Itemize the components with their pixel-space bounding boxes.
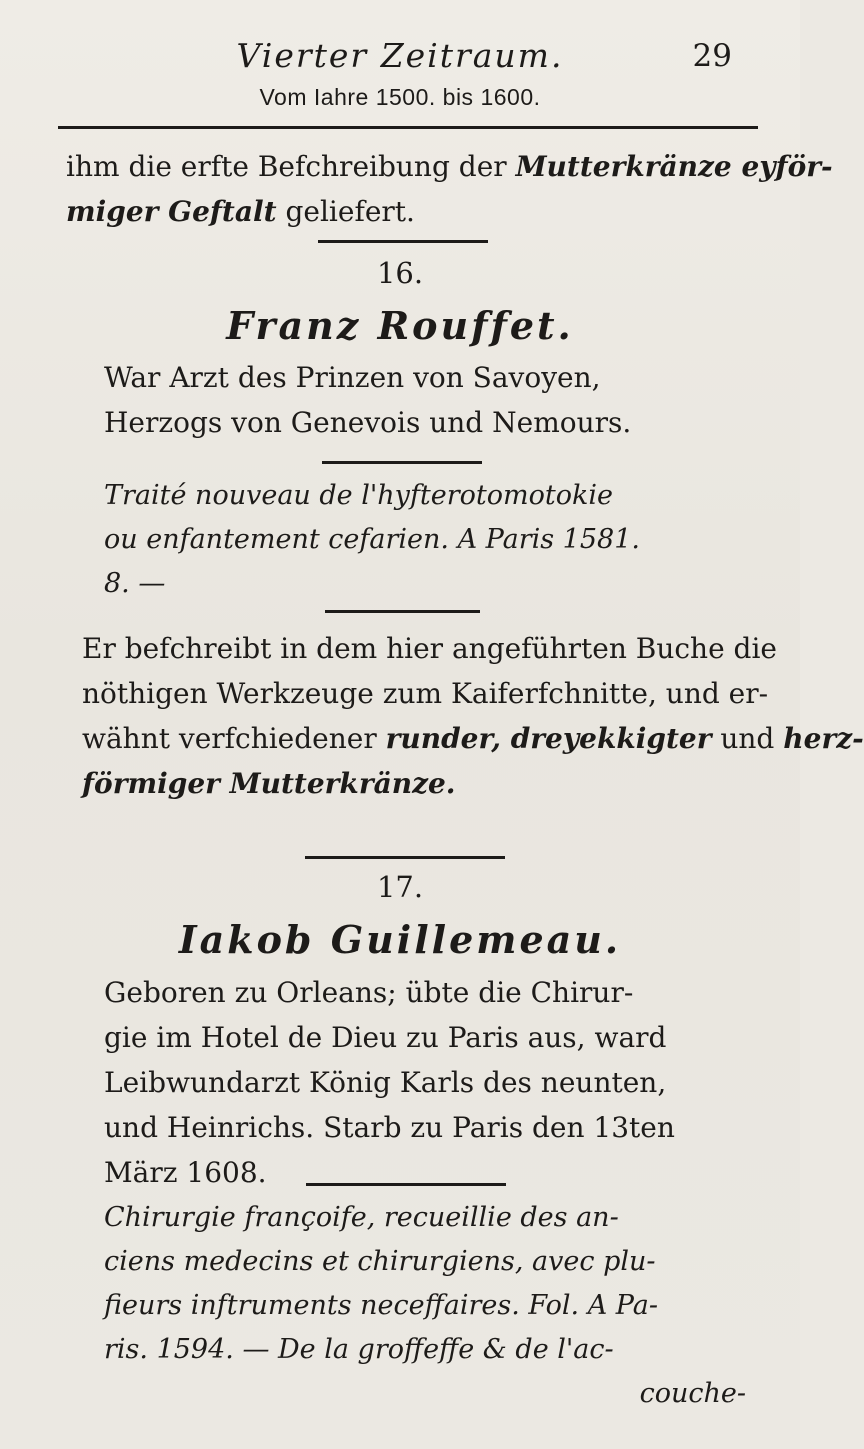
entry-number: 17.	[376, 870, 424, 904]
entry-number: 16.	[376, 256, 424, 290]
page-number: 29	[692, 38, 732, 74]
bio-line: gie im Hotel de Dieu zu Paris aus, ward	[104, 1021, 667, 1054]
bio-line: Herzogs von Genevois und Nemours.	[104, 406, 632, 439]
book-line: ciens medecins et chirurgiens, avec plu-	[104, 1246, 656, 1277]
book-title	[66, 474, 756, 606]
book-line: couche-	[639, 1378, 746, 1409]
intro-line-2: miger Geftalt geliefert.	[66, 195, 415, 228]
book-line: Chirurgie françoife, recueillie des an-	[104, 1202, 619, 1233]
entry-name: Franz Rouffet.	[226, 303, 574, 348]
entry-name: Iakob Guillemeau.	[178, 917, 622, 962]
period-subtitle: Vom Iahre 1500. bis 1600.	[259, 84, 541, 110]
section-divider	[318, 240, 488, 243]
bio-line: Leibwundarzt König Karls des neunten,	[104, 1066, 667, 1099]
desc-line: Er befchreibt in dem hier angeführten Buche die	[82, 632, 777, 665]
bio-line: und Heinrichs. Starb zu Paris den 13ten	[104, 1111, 675, 1144]
entry-bio	[66, 355, 756, 445]
desc-line: förmiger Mutterkränze.	[82, 767, 456, 800]
entry-divider	[322, 461, 482, 464]
page-header	[0, 0, 800, 115]
bio-line: War Arzt des Prinzen von Savoyen,	[104, 361, 601, 394]
section-divider	[305, 856, 505, 859]
desc-line: wähnt verfchiedener runder, dreyekkigter und herz-	[82, 722, 864, 755]
intro-line-1: ihm die erfte Befchreibung der Mutterkränze eyför-	[66, 150, 833, 183]
header-rule	[58, 126, 758, 129]
entry-description	[82, 626, 864, 806]
book-line: ris. 1594. — De la groffeffe & de l'ac-	[104, 1334, 614, 1365]
entry-bio	[66, 970, 756, 1195]
bio-line: März 1608.	[104, 1156, 267, 1189]
intro-paragraph	[66, 144, 833, 234]
book-title	[66, 1196, 756, 1416]
book-line: 8. —	[104, 568, 166, 599]
bio-line: Geboren zu Orleans; übte die Chirur-	[104, 976, 634, 1009]
running-title: Vierter Zeitraum.	[236, 36, 564, 75]
book-line: ou enfantement cefarien. A Paris 1581.	[104, 524, 640, 555]
entry-divider	[325, 610, 480, 613]
desc-line: nöthigen Werkzeuge zum Kaiferfchnitte, und er-	[82, 677, 769, 710]
book-line: Traité nouveau de l'hyfterotomotokie	[104, 480, 613, 511]
book-line: fieurs inftruments neceffaires. Fol. A Pa-	[104, 1290, 658, 1321]
entry-divider	[306, 1183, 506, 1186]
